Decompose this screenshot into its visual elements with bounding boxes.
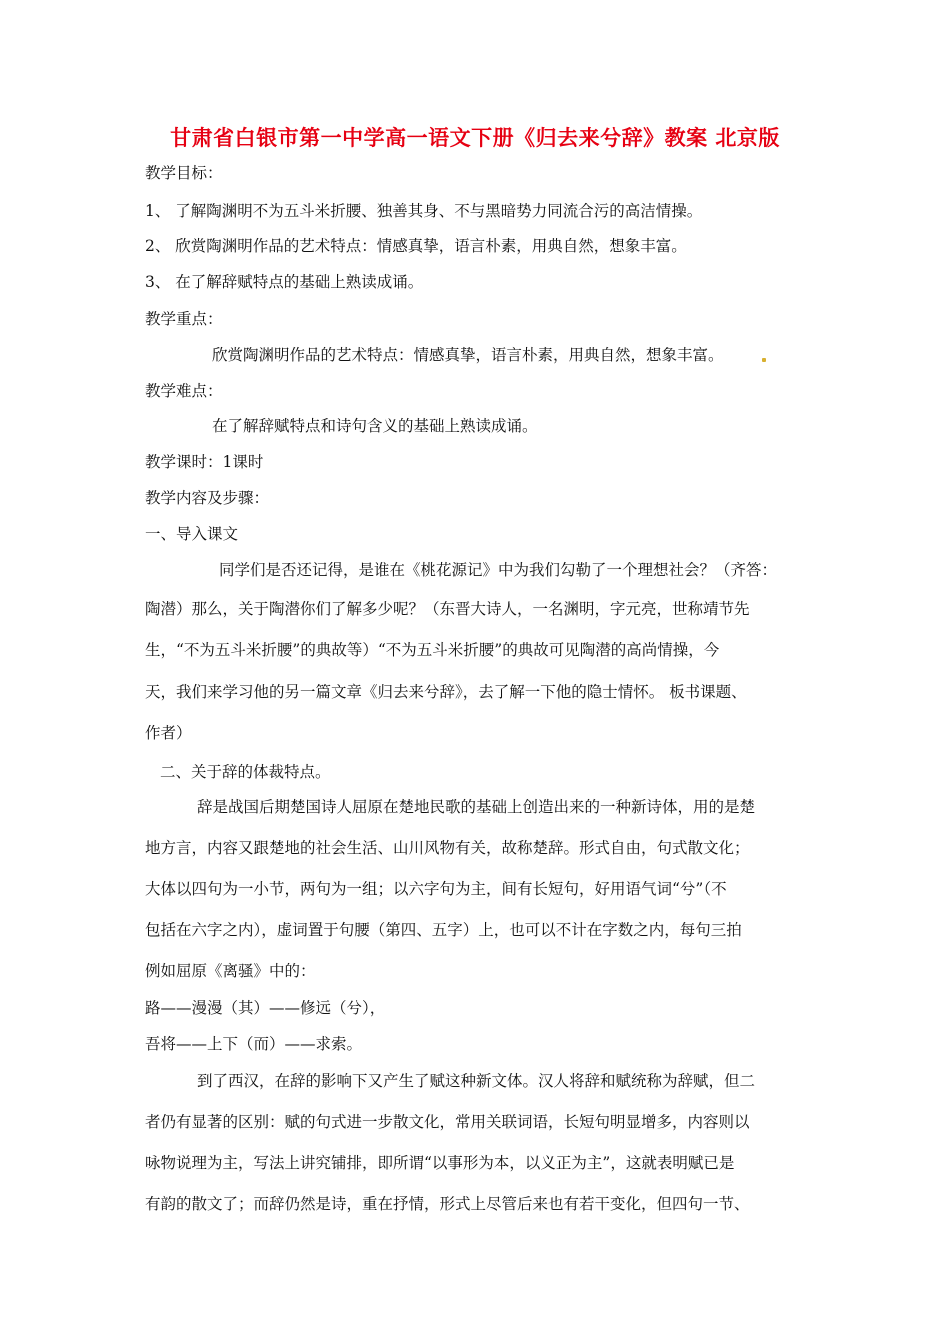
section-1-line-4: 天，我们来学习他的另一篇文章《归去来兮辞》，去了解一下他的隐士情怀。 板书课题、: [145, 683, 747, 701]
key-heading: 教学重点：: [145, 310, 223, 328]
goal-item-2: 2、 欣赏陶渊明作品的艺术特点：情感真挚，语言朴素，用典自然，想象丰富。: [145, 237, 687, 255]
example-line-1: 路——漫漫（其）——修远（兮），: [145, 999, 386, 1017]
class-hours: 教学课时：1课时: [145, 453, 264, 471]
section-3-line-3: 咏物说理为主，写法上讲究铺排，即所谓“以事形为本，以义正为主”，这就表明赋已是: [145, 1154, 735, 1172]
section-1-line-1: 同学们是否还记得，是谁在《桃花源记》中为我们勾勒了一个理想社会？（齐答：: [219, 561, 778, 579]
steps-heading: 教学内容及步骤：: [145, 489, 270, 507]
key-text: 欣赏陶渊明作品的艺术特点：情感真挚，语言朴素，用典自然，想象丰富。: [212, 346, 724, 364]
section-1-line-2: 陶潜）那么，关于陶潜你们了解多少呢？（东晋大诗人，一名渊明，字元亮，世称靖节先: [145, 600, 750, 618]
section-2-line-3: 大体以四句为一小节，两句为一组；以六字句为主，间有长短句，好用语气词“兮”（不: [145, 880, 727, 898]
section-1-line-5: 作者）: [145, 724, 192, 742]
section-2-heading: 二、关于辞的体裁特点。: [160, 763, 331, 781]
section-2-line-5: 例如屈原《离骚》中的：: [145, 962, 316, 980]
section-1-line-3: 生，“不为五斗米折腰”的典故等）“不为五斗米折腰”的典故可见陶潜的高尚情操，今: [145, 641, 720, 659]
section-3-line-1: 到了西汉，在辞的影响下又产生了赋这种新文体。汉人将辞和赋统称为辞赋，但二: [197, 1072, 756, 1090]
goal-item-3: 3、 在了解辞赋特点的基础上熟读成诵。: [145, 273, 424, 291]
difficulty-heading: 教学难点：: [145, 382, 223, 400]
section-3-line-4: 有韵的散文了；而辞仍然是诗，重在抒情，形式上尽管后来也有若干变化，但四句一节、: [145, 1195, 750, 1213]
goals-heading: 教学目标：: [145, 164, 223, 182]
section-1-heading: 一、导入课文: [145, 525, 239, 543]
section-3-line-2: 者仍有显著的区别：赋的句式进一步散文化，常用关联词语，长短句明显增多，内容则以: [145, 1113, 750, 1131]
document-title: 甘肃省白银市第一中学高一语文下册《归去来兮辞》教案 北京版: [170, 125, 780, 150]
difficulty-text: 在了解辞赋特点和诗句含义的基础上熟读成诵。: [212, 417, 538, 435]
section-2-line-1: 辞是战国后期楚国诗人屈原在楚地民歌的基础上创造出来的一种新诗体，用的是楚: [197, 798, 756, 816]
section-2-line-2: 地方言，内容又跟楚地的社会生活、山川风物有关，故称楚辞。形式自由，句式散文化；: [145, 839, 750, 857]
example-line-2: 吾将——上下（而）——求索。: [145, 1035, 363, 1053]
goal-item-1: 1、 了解陶渊明不为五斗米折腰、独善其身、不与黑暗势力同流合污的高洁情操。: [145, 202, 703, 220]
section-2-line-4: 包括在六字之内），虚词置于句腰（第四、五字）上，也可以不计在字数之内，每句三拍: [145, 921, 742, 939]
marker-dot: [762, 358, 766, 362]
